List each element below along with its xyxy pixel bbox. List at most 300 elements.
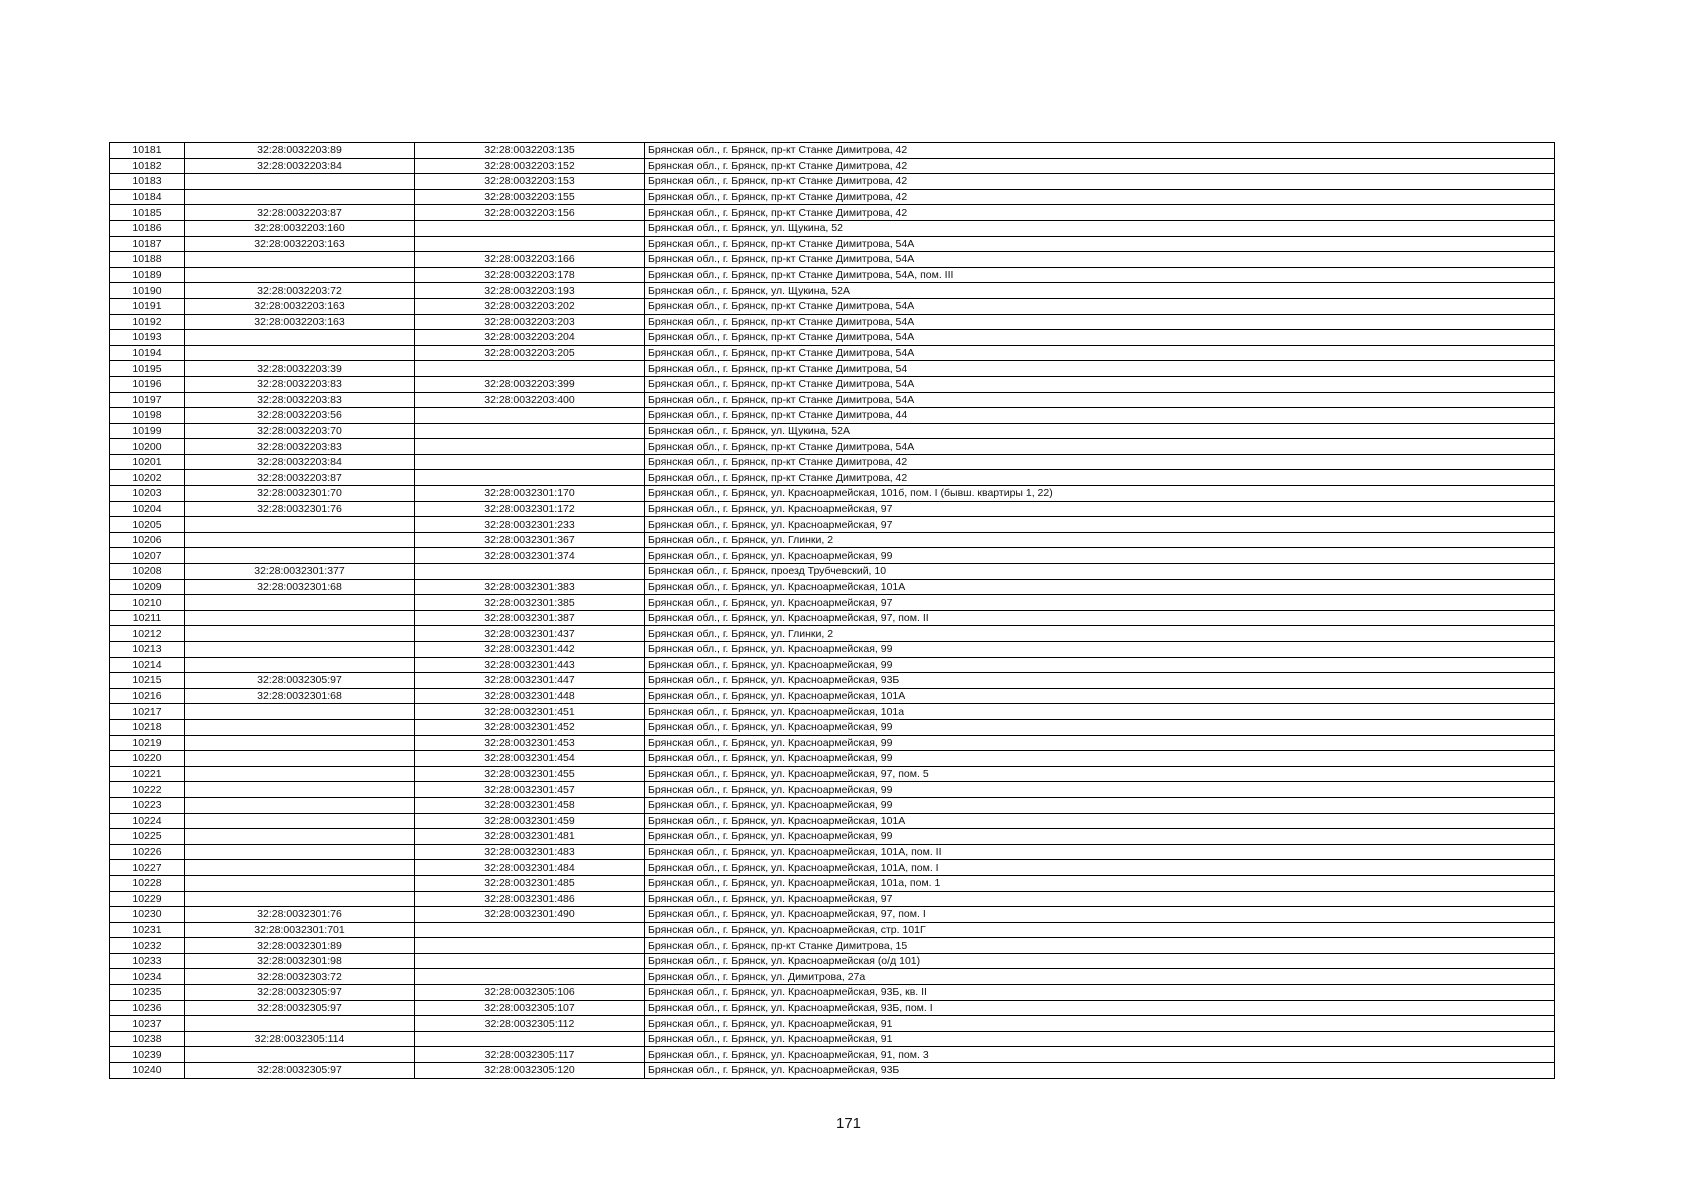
address-cell: Брянская обл., г. Брянск, ул. Красноармейская, 99 <box>645 751 1555 767</box>
address-cell: Брянская обл., г. Брянск, ул. Красноармейская, 97, пом. II <box>645 610 1555 626</box>
address-cell: Брянская обл., г. Брянск, ул. Красноармейская, 97 <box>645 595 1555 611</box>
row-number-cell: 10220 <box>110 751 185 767</box>
row-number-cell: 10190 <box>110 283 185 299</box>
row-number-cell: 10207 <box>110 548 185 564</box>
table-row <box>110 330 1555 346</box>
parcel-number-cell: 32:28:0032203:89 <box>185 143 415 159</box>
address-cell: Брянская обл., г. Брянск, ул. Димитрова, 27а <box>645 969 1555 985</box>
object-number-cell: 32:28:0032301:451 <box>415 704 645 720</box>
object-number-cell <box>415 439 645 455</box>
table-row <box>110 1047 1555 1063</box>
table-row <box>110 813 1555 829</box>
parcel-number-cell <box>185 642 415 658</box>
table-row <box>110 252 1555 268</box>
object-number-cell: 32:28:0032301:170 <box>415 486 645 502</box>
table-row <box>110 1000 1555 1016</box>
object-number-cell: 32:28:0032301:448 <box>415 688 645 704</box>
object-number-cell <box>415 938 645 954</box>
table-row <box>110 969 1555 985</box>
address-cell: Брянская обл., г. Брянск, ул. Щукина, 52 <box>645 220 1555 236</box>
row-number-cell: 10196 <box>110 376 185 392</box>
parcel-number-cell <box>185 829 415 845</box>
parcel-number-cell: 32:28:0032203:83 <box>185 392 415 408</box>
address-cell: Брянская обл., г. Брянск, проезд Трубчевский, 10 <box>645 564 1555 580</box>
parcel-number-cell: 32:28:0032305:97 <box>185 673 415 689</box>
parcel-number-cell: 32:28:0032203:160 <box>185 220 415 236</box>
address-cell: Брянская обл., г. Брянск, ул. Красноармейская, 99 <box>645 642 1555 658</box>
row-number-cell: 10199 <box>110 423 185 439</box>
address-cell: Брянская обл., г. Брянск, ул. Красноармейская, 91 <box>645 1031 1555 1047</box>
parcel-number-cell: 32:28:0032203:84 <box>185 454 415 470</box>
object-number-cell <box>415 922 645 938</box>
address-cell: Брянская обл., г. Брянск, ул. Красноармейская, 91 <box>645 1016 1555 1032</box>
object-number-cell: 32:28:0032301:459 <box>415 813 645 829</box>
table-row <box>110 220 1555 236</box>
object-number-cell: 32:28:0032203:205 <box>415 345 645 361</box>
parcel-number-cell <box>185 735 415 751</box>
object-number-cell: 32:28:0032203:193 <box>415 283 645 299</box>
address-cell: Брянская обл., г. Брянск, пр-кт Станке Димитрова, 54А <box>645 392 1555 408</box>
table-row <box>110 408 1555 424</box>
object-number-cell: 32:28:0032203:203 <box>415 314 645 330</box>
parcel-number-cell: 32:28:0032203:70 <box>185 423 415 439</box>
object-number-cell: 32:28:0032301:367 <box>415 532 645 548</box>
object-number-cell: 32:28:0032203:135 <box>415 143 645 159</box>
parcel-number-cell <box>185 860 415 876</box>
address-cell: Брянская обл., г. Брянск, ул. Красноармейская, 99 <box>645 735 1555 751</box>
parcel-number-cell: 32:28:0032305:114 <box>185 1031 415 1047</box>
parcel-number-cell: 32:28:0032203:39 <box>185 361 415 377</box>
object-number-cell: 32:28:0032301:485 <box>415 875 645 891</box>
row-number-cell: 10238 <box>110 1031 185 1047</box>
table-row <box>110 298 1555 314</box>
row-number-cell: 10234 <box>110 969 185 985</box>
object-number-cell: 32:28:0032301:443 <box>415 657 645 673</box>
row-number-cell: 10213 <box>110 642 185 658</box>
row-number-cell: 10202 <box>110 470 185 486</box>
parcel-number-cell <box>185 704 415 720</box>
table-row <box>110 595 1555 611</box>
table-row <box>110 345 1555 361</box>
parcel-number-cell <box>185 548 415 564</box>
object-number-cell: 32:28:0032203:204 <box>415 330 645 346</box>
row-number-cell: 10216 <box>110 688 185 704</box>
address-cell: Брянская обл., г. Брянск, ул. Красноармейская, 91, пом. 3 <box>645 1047 1555 1063</box>
object-number-cell <box>415 1031 645 1047</box>
address-cell: Брянская обл., г. Брянск, ул. Красноармейская, 101А, пом. II <box>645 844 1555 860</box>
address-cell: Брянская обл., г. Брянск, ул. Щукина, 52А <box>645 283 1555 299</box>
address-cell: Брянская обл., г. Брянск, пр-кт Станке Димитрова, 42 <box>645 189 1555 205</box>
page-number: 171 <box>835 1115 862 1132</box>
table-row <box>110 361 1555 377</box>
table-row <box>110 174 1555 190</box>
object-number-cell: 32:28:0032305:120 <box>415 1063 645 1079</box>
address-cell: Брянская обл., г. Брянск, пр-кт Станке Димитрова, 42 <box>645 454 1555 470</box>
object-number-cell: 32:28:0032301:385 <box>415 595 645 611</box>
address-cell: Брянская обл., г. Брянск, ул. Красноармейская (о/д 101) <box>645 953 1555 969</box>
table-row <box>110 283 1555 299</box>
row-number-cell: 10188 <box>110 252 185 268</box>
row-number-cell: 10236 <box>110 1000 185 1016</box>
object-number-cell: 32:28:0032301:490 <box>415 907 645 923</box>
table-row <box>110 797 1555 813</box>
row-number-cell: 10181 <box>110 143 185 159</box>
address-cell: Брянская обл., г. Брянск, ул. Красноармейская, 101а, пом. 1 <box>645 875 1555 891</box>
address-cell: Брянская обл., г. Брянск, ул. Красноармейская, 99 <box>645 657 1555 673</box>
parcel-number-cell <box>185 719 415 735</box>
parcel-number-cell <box>185 844 415 860</box>
address-cell: Брянская обл., г. Брянск, пр-кт Станке Димитрова, 42 <box>645 205 1555 221</box>
object-number-cell: 32:28:0032305:117 <box>415 1047 645 1063</box>
object-number-cell: 32:28:0032301:486 <box>415 891 645 907</box>
table-row <box>110 642 1555 658</box>
row-number-cell: 10182 <box>110 158 185 174</box>
object-number-cell: 32:28:0032301:457 <box>415 782 645 798</box>
object-number-cell: 32:28:0032301:452 <box>415 719 645 735</box>
address-cell: Брянская обл., г. Брянск, пр-кт Станке Димитрова, 54А, пом. III <box>645 267 1555 283</box>
table-row <box>110 875 1555 891</box>
object-number-cell: 32:28:0032203:156 <box>415 205 645 221</box>
table-row <box>110 579 1555 595</box>
row-number-cell: 10209 <box>110 579 185 595</box>
object-number-cell <box>415 408 645 424</box>
address-cell: Брянская обл., г. Брянск, ул. Красноармейская, 93Б <box>645 1063 1555 1079</box>
table-row <box>110 673 1555 689</box>
address-cell: Брянская обл., г. Брянск, пр-кт Станке Димитрова, 15 <box>645 938 1555 954</box>
row-number-cell: 10193 <box>110 330 185 346</box>
row-number-cell: 10191 <box>110 298 185 314</box>
table-row <box>110 751 1555 767</box>
row-number-cell: 10221 <box>110 766 185 782</box>
object-number-cell: 32:28:0032301:481 <box>415 829 645 845</box>
row-number-cell: 10197 <box>110 392 185 408</box>
parcel-number-cell <box>185 267 415 283</box>
row-number-cell: 10189 <box>110 267 185 283</box>
parcel-number-cell <box>185 1016 415 1032</box>
object-number-cell <box>415 220 645 236</box>
object-number-cell: 32:28:0032203:166 <box>415 252 645 268</box>
row-number-cell: 10223 <box>110 797 185 813</box>
parcel-number-cell <box>185 626 415 642</box>
object-number-cell: 32:28:0032301:483 <box>415 844 645 860</box>
address-cell: Брянская обл., г. Брянск, пр-кт Станке Димитрова, 54А <box>645 330 1555 346</box>
parcel-number-cell <box>185 517 415 533</box>
address-cell: Брянская обл., г. Брянск, ул. Глинки, 2 <box>645 532 1555 548</box>
address-cell: Брянская обл., г. Брянск, ул. Красноармейская, 93Б, пом. I <box>645 1000 1555 1016</box>
row-number-cell: 10198 <box>110 408 185 424</box>
address-cell: Брянская обл., г. Брянск, ул. Красноармейская, 99 <box>645 548 1555 564</box>
object-number-cell <box>415 969 645 985</box>
table-row <box>110 486 1555 502</box>
table-row <box>110 236 1555 252</box>
table-row <box>110 532 1555 548</box>
table-row <box>110 143 1555 159</box>
object-number-cell: 32:28:0032301:458 <box>415 797 645 813</box>
object-number-cell: 32:28:0032203:178 <box>415 267 645 283</box>
parcel-number-cell: 32:28:0032203:83 <box>185 439 415 455</box>
parcel-number-cell <box>185 751 415 767</box>
object-number-cell: 32:28:0032301:484 <box>415 860 645 876</box>
parcel-number-cell: 32:28:0032203:83 <box>185 376 415 392</box>
object-number-cell: 32:28:0032203:155 <box>415 189 645 205</box>
parcel-number-cell <box>185 875 415 891</box>
parcel-number-cell <box>185 532 415 548</box>
parcel-number-cell: 32:28:0032305:97 <box>185 985 415 1001</box>
address-cell: Брянская обл., г. Брянск, ул. Глинки, 2 <box>645 626 1555 642</box>
table-row <box>110 766 1555 782</box>
object-number-cell: 32:28:0032301:447 <box>415 673 645 689</box>
parcel-number-cell: 32:28:0032301:68 <box>185 688 415 704</box>
address-cell: Брянская обл., г. Брянск, пр-кт Станке Димитрова, 54А <box>645 236 1555 252</box>
parcel-number-cell <box>185 174 415 190</box>
object-number-cell: 32:28:0032305:112 <box>415 1016 645 1032</box>
parcel-number-cell: 32:28:0032203:163 <box>185 298 415 314</box>
object-number-cell <box>415 361 645 377</box>
table-row <box>110 205 1555 221</box>
table-row <box>110 829 1555 845</box>
object-number-cell: 32:28:0032301:233 <box>415 517 645 533</box>
object-number-cell: 32:28:0032301:383 <box>415 579 645 595</box>
table-row <box>110 1016 1555 1032</box>
row-number-cell: 10240 <box>110 1063 185 1079</box>
parcel-number-cell <box>185 766 415 782</box>
object-number-cell: 32:28:0032203:152 <box>415 158 645 174</box>
row-number-cell: 10201 <box>110 454 185 470</box>
object-number-cell: 32:28:0032301:437 <box>415 626 645 642</box>
address-cell: Брянская обл., г. Брянск, ул. Красноармейская, 93Б <box>645 673 1555 689</box>
row-number-cell: 10185 <box>110 205 185 221</box>
address-cell: Брянская обл., г. Брянск, ул. Красноармейская, 99 <box>645 797 1555 813</box>
object-number-cell <box>415 470 645 486</box>
parcel-number-cell <box>185 891 415 907</box>
table-row <box>110 517 1555 533</box>
object-number-cell: 32:28:0032301:454 <box>415 751 645 767</box>
table-row <box>110 657 1555 673</box>
registry-table-body <box>110 143 1555 1079</box>
address-cell: Брянская обл., г. Брянск, пр-кт Станке Димитрова, 42 <box>645 470 1555 486</box>
address-cell: Брянская обл., г. Брянск, ул. Красноармейская, стр. 101Г <box>645 922 1555 938</box>
parcel-number-cell: 32:28:0032203:163 <box>185 314 415 330</box>
row-number-cell: 10215 <box>110 673 185 689</box>
row-number-cell: 10232 <box>110 938 185 954</box>
address-cell: Брянская обл., г. Брянск, ул. Красноармейская, 97 <box>645 501 1555 517</box>
parcel-number-cell: 32:28:0032203:87 <box>185 470 415 486</box>
row-number-cell: 10205 <box>110 517 185 533</box>
object-number-cell: 32:28:0032301:453 <box>415 735 645 751</box>
table-row <box>110 922 1555 938</box>
address-cell: Брянская обл., г. Брянск, ул. Красноармейская, 93Б, кв. II <box>645 985 1555 1001</box>
parcel-number-cell <box>185 797 415 813</box>
object-number-cell: 32:28:0032301:387 <box>415 610 645 626</box>
address-cell: Брянская обл., г. Брянск, пр-кт Станке Димитрова, 42 <box>645 158 1555 174</box>
parcel-number-cell: 32:28:0032203:163 <box>185 236 415 252</box>
row-number-cell: 10192 <box>110 314 185 330</box>
parcel-number-cell: 32:28:0032203:84 <box>185 158 415 174</box>
parcel-number-cell <box>185 610 415 626</box>
row-number-cell: 10195 <box>110 361 185 377</box>
row-number-cell: 10235 <box>110 985 185 1001</box>
object-number-cell: 32:28:0032203:202 <box>415 298 645 314</box>
row-number-cell: 10218 <box>110 719 185 735</box>
row-number-cell: 10208 <box>110 564 185 580</box>
parcel-number-cell <box>185 782 415 798</box>
address-cell: Брянская обл., г. Брянск, пр-кт Станке Димитрова, 54А <box>645 314 1555 330</box>
address-cell: Брянская обл., г. Брянск, ул. Красноармейская, 97 <box>645 517 1555 533</box>
parcel-number-cell: 32:28:0032301:70 <box>185 486 415 502</box>
table-row <box>110 501 1555 517</box>
table-row <box>110 439 1555 455</box>
parcel-number-cell: 32:28:0032301:98 <box>185 953 415 969</box>
address-cell: Брянская обл., г. Брянск, пр-кт Станке Димитрова, 44 <box>645 408 1555 424</box>
object-number-cell <box>415 564 645 580</box>
object-number-cell: 32:28:0032203:400 <box>415 392 645 408</box>
address-cell: Брянская обл., г. Брянск, ул. Красноармейская, 97, пом. I <box>645 907 1555 923</box>
parcel-number-cell: 32:28:0032301:377 <box>185 564 415 580</box>
parcel-number-cell <box>185 189 415 205</box>
table-row <box>110 564 1555 580</box>
object-number-cell <box>415 236 645 252</box>
address-cell: Брянская обл., г. Брянск, ул. Красноармейская, 101А <box>645 813 1555 829</box>
table-row <box>110 454 1555 470</box>
row-number-cell: 10204 <box>110 501 185 517</box>
table-row <box>110 423 1555 439</box>
parcel-number-cell <box>185 345 415 361</box>
table-row <box>110 158 1555 174</box>
object-number-cell: 32:28:0032301:374 <box>415 548 645 564</box>
table-row <box>110 907 1555 923</box>
table-row <box>110 470 1555 486</box>
table-row <box>110 782 1555 798</box>
row-number-cell: 10186 <box>110 220 185 236</box>
table-row <box>110 626 1555 642</box>
row-number-cell: 10229 <box>110 891 185 907</box>
address-cell: Брянская обл., г. Брянск, ул. Красноармейская, 101А <box>645 579 1555 595</box>
address-cell: Брянская обл., г. Брянск, ул. Красноармейская, 97 <box>645 891 1555 907</box>
table-row <box>110 938 1555 954</box>
table-row <box>110 985 1555 1001</box>
parcel-number-cell <box>185 330 415 346</box>
row-number-cell: 10194 <box>110 345 185 361</box>
table-row <box>110 891 1555 907</box>
row-number-cell: 10230 <box>110 907 185 923</box>
table-row <box>110 719 1555 735</box>
parcel-number-cell: 32:28:0032301:701 <box>185 922 415 938</box>
row-number-cell: 10222 <box>110 782 185 798</box>
table-row <box>110 735 1555 751</box>
row-number-cell: 10233 <box>110 953 185 969</box>
parcel-number-cell: 32:28:0032305:97 <box>185 1063 415 1079</box>
table-row <box>110 860 1555 876</box>
row-number-cell: 10224 <box>110 813 185 829</box>
parcel-number-cell: 32:28:0032305:97 <box>185 1000 415 1016</box>
row-number-cell: 10219 <box>110 735 185 751</box>
row-number-cell: 10214 <box>110 657 185 673</box>
object-number-cell: 32:28:0032305:106 <box>415 985 645 1001</box>
parcel-number-cell <box>185 813 415 829</box>
parcel-number-cell <box>185 657 415 673</box>
object-number-cell: 32:28:0032301:455 <box>415 766 645 782</box>
object-number-cell: 32:28:0032305:107 <box>415 1000 645 1016</box>
address-cell: Брянская обл., г. Брянск, пр-кт Станке Димитрова, 54А <box>645 298 1555 314</box>
object-number-cell <box>415 423 645 439</box>
address-cell: Брянская обл., г. Брянск, ул. Красноармейская, 97, пом. 5 <box>645 766 1555 782</box>
table-row <box>110 953 1555 969</box>
address-cell: Брянская обл., г. Брянск, пр-кт Станке Димитрова, 54 <box>645 361 1555 377</box>
parcel-number-cell: 32:28:0032301:76 <box>185 501 415 517</box>
row-number-cell: 10217 <box>110 704 185 720</box>
table-row <box>110 392 1555 408</box>
parcel-number-cell: 32:28:0032301:68 <box>185 579 415 595</box>
object-number-cell: 32:28:0032301:172 <box>415 501 645 517</box>
object-number-cell: 32:28:0032203:153 <box>415 174 645 190</box>
parcel-number-cell: 32:28:0032203:56 <box>185 408 415 424</box>
table-row <box>110 610 1555 626</box>
parcel-number-cell <box>185 252 415 268</box>
address-cell: Брянская обл., г. Брянск, пр-кт Станке Димитрова, 42 <box>645 174 1555 190</box>
address-cell: Брянская обл., г. Брянск, пр-кт Станке Димитрова, 54А <box>645 252 1555 268</box>
row-number-cell: 10184 <box>110 189 185 205</box>
row-number-cell: 10203 <box>110 486 185 502</box>
address-cell: Брянская обл., г. Брянск, ул. Красноармейская, 99 <box>645 782 1555 798</box>
table-row <box>110 548 1555 564</box>
table-row <box>110 844 1555 860</box>
object-number-cell <box>415 953 645 969</box>
parcel-number-cell: 32:28:0032301:89 <box>185 938 415 954</box>
table-row <box>110 267 1555 283</box>
address-cell: Брянская обл., г. Брянск, ул. Щукина, 52А <box>645 423 1555 439</box>
parcel-number-cell <box>185 595 415 611</box>
row-number-cell: 10187 <box>110 236 185 252</box>
table-row <box>110 1031 1555 1047</box>
address-cell: Брянская обл., г. Брянск, пр-кт Станке Димитрова, 54А <box>645 439 1555 455</box>
row-number-cell: 10211 <box>110 610 185 626</box>
parcel-number-cell: 32:28:0032303:72 <box>185 969 415 985</box>
row-number-cell: 10226 <box>110 844 185 860</box>
row-number-cell: 10200 <box>110 439 185 455</box>
table-row <box>110 189 1555 205</box>
object-number-cell <box>415 454 645 470</box>
address-cell: Брянская обл., г. Брянск, ул. Красноармейская, 101А, пом. I <box>645 860 1555 876</box>
row-number-cell: 10183 <box>110 174 185 190</box>
parcel-number-cell: 32:28:0032301:76 <box>185 907 415 923</box>
parcel-number-cell: 32:28:0032203:72 <box>185 283 415 299</box>
address-cell: Брянская обл., г. Брянск, пр-кт Станке Димитрова, 54А <box>645 376 1555 392</box>
row-number-cell: 10225 <box>110 829 185 845</box>
address-cell: Брянская обл., г. Брянск, ул. Красноармейская, 99 <box>645 719 1555 735</box>
row-number-cell: 10239 <box>110 1047 185 1063</box>
address-cell: Брянская обл., г. Брянск, пр-кт Станке Димитрова, 54А <box>645 345 1555 361</box>
row-number-cell: 10210 <box>110 595 185 611</box>
parcel-number-cell <box>185 1047 415 1063</box>
address-cell: Брянская обл., г. Брянск, ул. Красноармейская, 101а <box>645 704 1555 720</box>
table-row <box>110 314 1555 330</box>
address-cell: Брянская обл., г. Брянск, пр-кт Станке Димитрова, 42 <box>645 143 1555 159</box>
address-cell: Брянская обл., г. Брянск, ул. Красноармейская, 101А <box>645 688 1555 704</box>
table-row <box>110 1063 1555 1079</box>
parcel-number-cell: 32:28:0032203:87 <box>185 205 415 221</box>
address-cell: Брянская обл., г. Брянск, ул. Красноармейская, 99 <box>645 829 1555 845</box>
row-number-cell: 10231 <box>110 922 185 938</box>
row-number-cell: 10227 <box>110 860 185 876</box>
row-number-cell: 10228 <box>110 875 185 891</box>
address-cell: Брянская обл., г. Брянск, ул. Красноармейская, 101б, пом. I (бывш. квартиры 1, 22) <box>645 486 1555 502</box>
table-row <box>110 688 1555 704</box>
row-number-cell: 10237 <box>110 1016 185 1032</box>
registry-table <box>109 142 1555 1079</box>
object-number-cell: 32:28:0032301:442 <box>415 642 645 658</box>
row-number-cell: 10212 <box>110 626 185 642</box>
row-number-cell: 10206 <box>110 532 185 548</box>
